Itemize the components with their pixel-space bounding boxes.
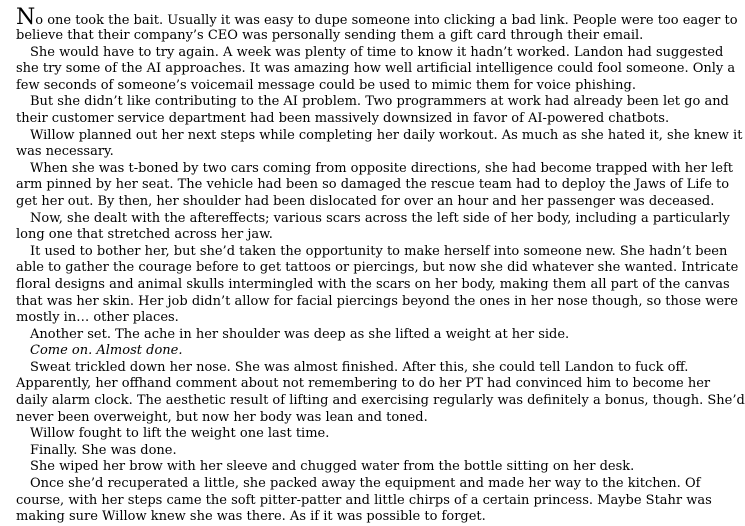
text-line bbox=[16, 276, 730, 294]
line-text: course, with her steps came the soft pitter-patter and little chirps of a certain princess. Maybe Stahr was bbox=[16, 492, 712, 508]
text-line bbox=[16, 376, 711, 393]
text-line bbox=[16, 443, 623, 460]
line-text: Willow planned out her next steps while completing her daily workout. As much as she hated it, she knew it bbox=[30, 127, 743, 143]
drop-cap: N bbox=[16, 5, 36, 30]
text-line bbox=[16, 193, 715, 211]
line-text: Willow fought to lift the weight one last time. bbox=[30, 426, 330, 442]
line-text: able to gather the courage before to get tattoos or piercings, but now she did whatever she wanted. Intricate bbox=[16, 260, 739, 276]
text-line bbox=[16, 327, 623, 344]
line-text: was necessary. bbox=[16, 144, 114, 160]
text-line bbox=[16, 94, 729, 111]
text-line bbox=[16, 144, 623, 161]
line-text: few seconds of someone’s voicemail message could be used to mimic them for voice phishing. bbox=[16, 77, 636, 93]
line-text: When she was t-boned by two cars coming from opposite directions, she had become trapped with her left bbox=[30, 160, 734, 176]
text-line bbox=[16, 160, 734, 178]
line-text: But she didn’t like contributing to the AI problem. Two programmers at work had already been let go and bbox=[30, 94, 729, 110]
line-text: She would have to try again. A week was plenty of time to know it hadn’t worked. Landon had suggested bbox=[30, 44, 724, 60]
line-text: It used to bother her, but she’d taken the opportunity to make herself into someone new. She hadn’t been bbox=[30, 243, 728, 259]
text-line bbox=[16, 127, 743, 145]
text-line bbox=[16, 509, 623, 526]
line-text: o one took the bait. Usually it was easy to dupe someone into clicking a bad link. People were too eager to bbox=[35, 13, 738, 28]
text-line bbox=[16, 177, 730, 194]
line-text: their customer service department had been massively downsized in favor of AI-powered chatbots. bbox=[16, 110, 670, 126]
line-text: Now, she dealt with the aftereffects; various scars across the left side of her body, including a particularly bbox=[30, 210, 730, 226]
text-line bbox=[16, 77, 636, 95]
document-page bbox=[16, 5, 745, 525]
line-text: Another set. The ache in her shoulder was deep as she lifted a weight at her side. bbox=[30, 326, 570, 342]
document-body bbox=[16, 5, 745, 526]
text-line bbox=[16, 110, 670, 128]
text-line bbox=[16, 492, 712, 510]
line-text: that was her skin. Her job didn’t allow for facial piercings beyond the ones in her nose though, so those were bbox=[16, 293, 738, 309]
line-text: she try some of the AI approaches. It was amazing how well artificial intelligence could fool someone. Only a bbox=[16, 61, 736, 77]
line-text: She wiped her brow with her sleeve and chugged water from the bottle sitting on her desk. bbox=[30, 459, 635, 475]
line-text: making sure Willow knew she was there. As if it was possible to forget. bbox=[16, 509, 486, 525]
text-line bbox=[16, 210, 730, 228]
text-line bbox=[16, 44, 724, 62]
text-line bbox=[16, 260, 739, 277]
text-line bbox=[16, 293, 738, 311]
text-line bbox=[16, 227, 623, 244]
text-line bbox=[16, 243, 728, 261]
line-text: arm pinned by her seat. The vehicle had been so damaged the rescue team had to deploy the Jaws of Life to bbox=[16, 177, 730, 193]
line-text: Apparently, her offhand comment about not remembering to do her PT had convinced him to become her bbox=[16, 376, 711, 392]
text-line bbox=[16, 410, 623, 427]
text-line bbox=[16, 476, 701, 493]
text-line bbox=[16, 459, 635, 476]
line-text: believe that their company’s CEO was personally sending them a gift card through their email. bbox=[16, 28, 644, 43]
line-text: Come on. Almost done. bbox=[30, 343, 183, 359]
line-text: Once she’d recuperated a little, she packed away the equipment and made her way to the kitchen. Of bbox=[30, 476, 701, 492]
text-line bbox=[16, 310, 623, 327]
text-line bbox=[16, 61, 736, 78]
line-text: Finally. She was done. bbox=[30, 442, 177, 458]
line-text: floral designs and animal skulls intermingled with the scars on her body, making them all part of the canvas bbox=[16, 276, 730, 292]
line-text: never been overweight, but now her body was lean and toned. bbox=[16, 409, 428, 425]
line-text: mostly in… other places. bbox=[16, 310, 179, 326]
text-line bbox=[16, 28, 644, 45]
text-line bbox=[16, 426, 623, 443]
line-text: Sweat trickled down her nose. She was almost finished. After this, she could tell Landon to fuck off. bbox=[30, 359, 689, 375]
text-line bbox=[16, 393, 745, 410]
opening-line bbox=[16, 5, 738, 30]
line-text: get her out. By then, her shoulder had been dislocated for over an hour and her passenger was deceased. bbox=[16, 193, 715, 209]
text-line bbox=[16, 343, 623, 360]
line-text: daily alarm clock. The aesthetic result of lifting and exercising regularly was definitely a bonus, though. She’d bbox=[16, 393, 745, 409]
line-text: long one that stretched across her jaw. bbox=[16, 227, 273, 243]
text-line bbox=[16, 359, 689, 377]
